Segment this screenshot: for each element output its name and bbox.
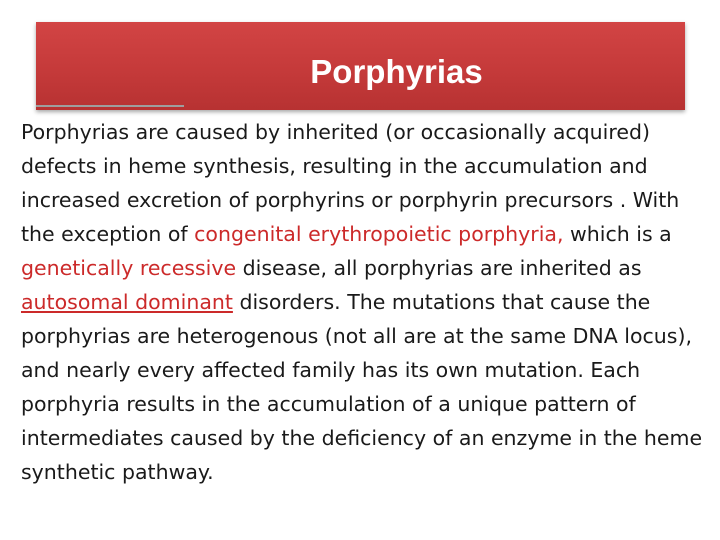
highlight-autosomal-dominant: autosomal dominant [21,290,233,314]
slide-title: Porphyrias [310,53,483,90]
body-text-part-2: which is a [563,222,672,246]
body-paragraph [21,115,711,489]
highlight-genetically-recessive: genetically recessive [21,256,237,280]
body-text-part-4: disorders. The mutations that cause the porphyrias are heterogenous (not all are at the same DNA locus), and nearly every affected family has its own mutation. Each porphyria results in the accumulation of a unique pattern of intermediates caused by the deficiency of an enzyme in the heme synthetic pathway. [21,290,703,484]
body-text-part-3: disease, all porphyrias are inherited as [236,256,642,280]
highlight-congenital-erythropoietic-porphyria: congenital erythropoietic porphyria, [194,222,564,246]
title-banner [36,22,685,110]
body-text-part-1: Porphyrias are caused by inherited (or occasionally acquired) defects in heme synthesis, resulting in the accumulation and increased excretion of porphyrins or porphyrin precursors . With the exception of [21,120,680,246]
title-underline-divider [36,105,184,107]
